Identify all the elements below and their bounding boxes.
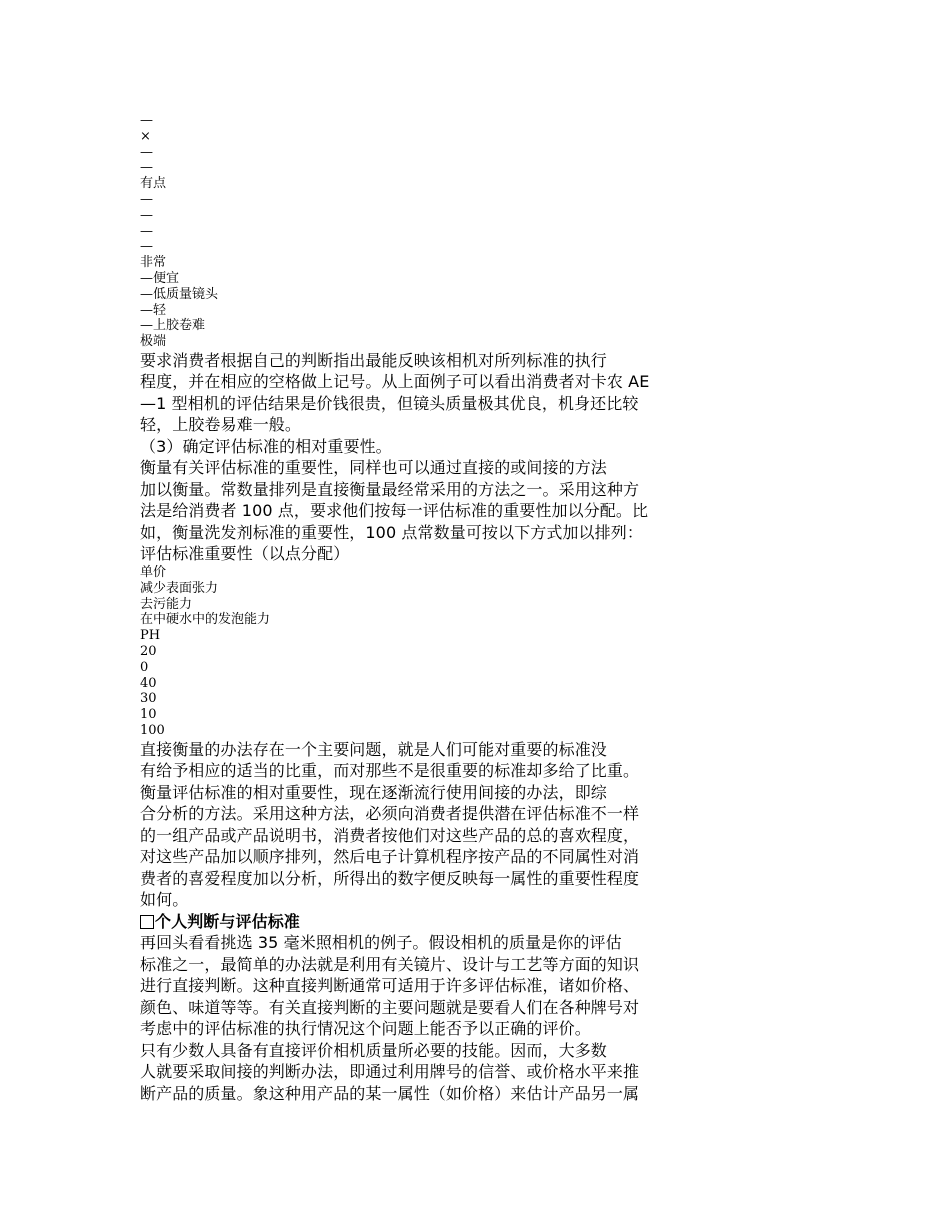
text-line: 直接衡量的办法存在一个主要问题，就是人们可能对重要的标准没 — [140, 739, 607, 759]
text-line: 加以衡量。常数量排列是直接衡量最经常采用的方法之一。采用这种方 — [140, 479, 640, 499]
scale-label: — — [140, 207, 153, 223]
scale-label: 极端 — [140, 334, 167, 350]
text-line: 费者的喜爱程度加以分析，所得出的数字便反映每一属性的重要性程度 — [140, 868, 640, 888]
scale-label: —上胶卷难 — [140, 318, 206, 334]
text-line: —1 型相机的评估结果是价钱很贵，但镜头质量极其优良，机身还比较 — [140, 393, 639, 413]
text-line: 的一组产品或产品说明书，消费者按他们对这些产品的总的喜欢程度， — [140, 825, 640, 845]
text-line: （3）确定评估标准的相对重要性。 — [140, 436, 392, 456]
body-paragraph-2 — [140, 739, 730, 911]
text-line: 进行直接判断。这种直接判断通常可适用于许多评估标准，诸如价格、 — [140, 976, 640, 996]
text-line: 标准之一，最简单的办法就是利用有关镜片、设计与工艺等方面的知识 — [140, 954, 640, 974]
criteria-label: 去污能力 — [140, 596, 193, 612]
criteria-label: PH — [140, 628, 161, 644]
criteria-points: 20 — [140, 643, 157, 659]
scale-label: — — [140, 160, 153, 176]
document-page — [140, 113, 730, 1104]
criteria-points-total: 100 — [140, 722, 165, 738]
scale-label: —轻 — [140, 302, 167, 318]
scale-label: —便宜 — [140, 270, 180, 286]
text-line: 衡量有关评估标准的重要性，同样也可以通过直接的或间接的方法 — [140, 458, 607, 478]
section-heading-text: 个人判断与评估标准 — [155, 911, 300, 931]
scale-label: — — [140, 223, 153, 239]
text-line: 合分析的方法。采用这种方法，必须向消费者提供潜在评估标准不一样 — [140, 804, 640, 824]
text-line: 评估标准重要性（以点分配） — [140, 544, 350, 564]
scale-label: — — [140, 113, 153, 128]
text-line: 颜色、味道等等。有关直接判断的主要问题就是要看人们在各种牌号对 — [140, 997, 640, 1017]
text-line: 衡量评估标准的相对重要性，现在逐渐流行使用间接的办法，即综 — [140, 782, 607, 802]
text-line: 如，衡量洗发剂标准的重要性，100 点常数量可按以下方式加以排列： — [140, 522, 643, 542]
criteria-points: 40 — [140, 675, 157, 691]
checkbox-square-icon — [140, 915, 154, 929]
rating-scale-labels — [140, 113, 730, 350]
text-line: 人就要采取间接的判断办法，即通过利用牌号的信誉、或价格水平来推 — [140, 1062, 640, 1082]
criteria-points: 30 — [140, 691, 157, 707]
text-line: 只有少数人具备有直接评价相机质量所必要的技能。因而，大多数 — [140, 1040, 607, 1060]
scale-label: 有点 — [140, 176, 167, 192]
text-line: 断产品的质量。象这种用产品的某一属性（如价格）来估计产品另一属 — [140, 1083, 640, 1103]
text-line: 法是给消费者 100 点，要求他们按每一评估标准的重要性加以分配。比 — [140, 501, 649, 521]
text-line: 轻，上胶卷易难一般。 — [140, 415, 302, 435]
criteria-points: 0 — [140, 659, 149, 675]
criteria-table — [140, 565, 730, 739]
body-paragraph-3 — [140, 932, 730, 1104]
text-line: 程度，并在相应的空格做上记号。从上面例子可以看出消费者对卡农 AE — [140, 372, 650, 392]
text-line: 要求消费者根据自己的判断指出最能反映该相机对所列标准的执行 — [140, 350, 607, 370]
section-heading — [140, 911, 730, 933]
scale-label: — — [140, 239, 153, 255]
criteria-label: 减少表面张力 — [140, 580, 219, 596]
scale-label: —低质量镜头 — [140, 286, 219, 302]
scale-label: — — [140, 191, 153, 207]
criteria-label: 在中硬水中的发泡能力 — [140, 612, 271, 628]
criteria-points: 10 — [140, 707, 157, 723]
text-line: 再回头看看挑选 35 毫米照相机的例子。假设相机的质量是你的评估 — [140, 933, 622, 953]
criteria-label: 单价 — [140, 564, 167, 580]
scale-label: — — [140, 144, 153, 160]
scale-label: × — [140, 128, 151, 144]
text-line: 有给予相应的适当的比重，而对那些不是很重要的标准却多给了比重。 — [140, 761, 640, 781]
text-line: 对这些产品加以顺序排列，然后电子计算机程序按产品的不同属性对消 — [140, 847, 640, 867]
text-line: 考虑中的评估标准的执行情况这个问题上能否予以正确的评价。 — [140, 1019, 591, 1039]
text-line: 如何。 — [140, 890, 189, 910]
scale-label: 非常 — [140, 255, 167, 271]
body-paragraph-1 — [140, 350, 730, 565]
